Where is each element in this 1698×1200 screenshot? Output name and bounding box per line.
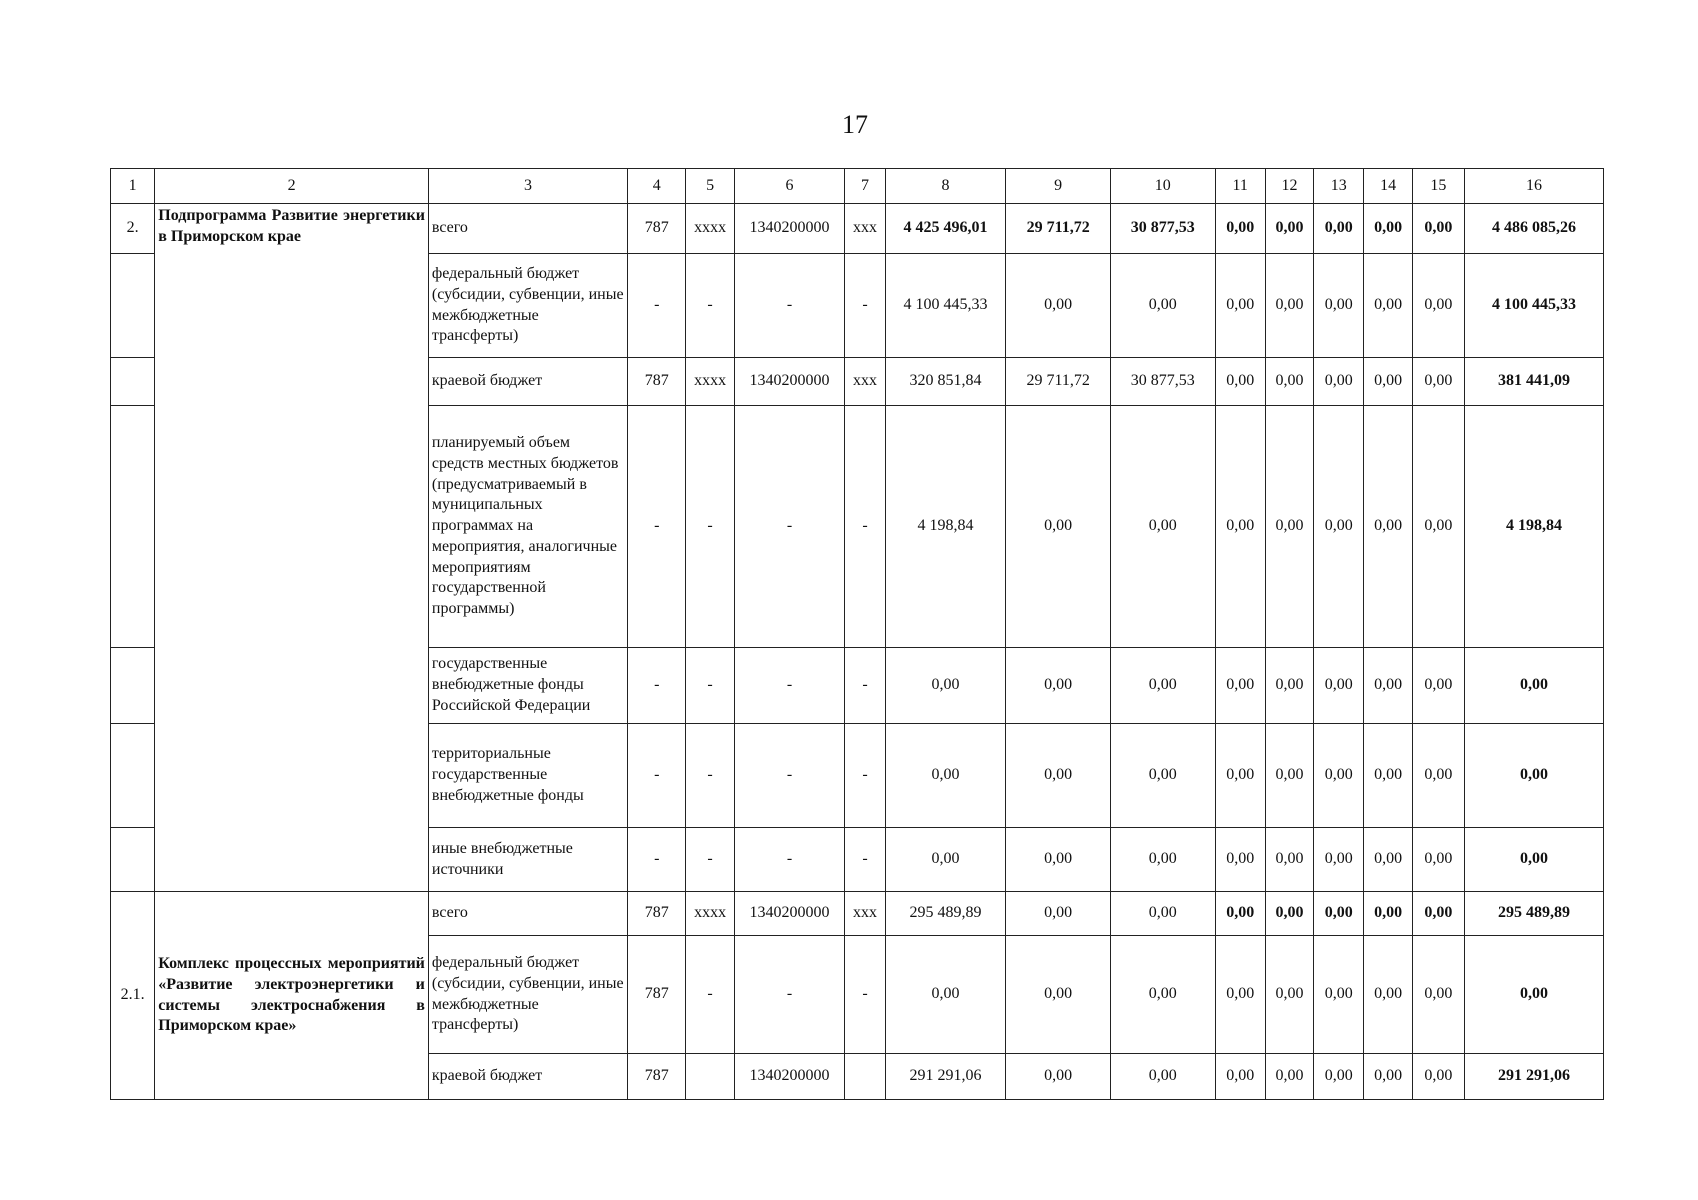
header-cell: 3: [428, 169, 627, 204]
row-index-empty: [111, 406, 155, 648]
value-cell-col-10: 30 877,53: [1110, 358, 1215, 406]
header-row: [111, 169, 1604, 204]
value-cell-col-7: [845, 1054, 885, 1100]
value-cell-col-9: 0,00: [1006, 1054, 1111, 1100]
value-cell-col-6: -: [734, 724, 845, 828]
value-cell-col-6: 1340200000: [734, 358, 845, 406]
value-cell-col-12: 0,00: [1265, 828, 1313, 892]
value-cell-col-13: 0,00: [1314, 892, 1364, 936]
value-cell-col-9: 29 711,72: [1006, 204, 1111, 254]
value-cell-col-6: 1340200000: [734, 204, 845, 254]
value-cell-col-15: 0,00: [1412, 406, 1464, 648]
value-cell-col-10: 0,00: [1110, 724, 1215, 828]
header-cell: 6: [734, 169, 845, 204]
value-cell-col-5: [686, 1054, 734, 1100]
value-cell-col-5: -: [686, 828, 734, 892]
page-number: 17: [842, 110, 868, 139]
value-cell-col-7: xxx: [845, 204, 885, 254]
value-cell-col-5: xxxx: [686, 892, 734, 936]
value-cell-col-11: 0,00: [1215, 406, 1265, 648]
funding-source: краевой бюджет: [428, 1054, 627, 1100]
value-cell-col-12: 0,00: [1265, 936, 1313, 1054]
value-cell-col-6: 1340200000: [734, 892, 845, 936]
value-cell-col-10: 0,00: [1110, 1054, 1215, 1100]
funding-source: краевой бюджет: [428, 358, 627, 406]
value-cell-col-13: 0,00: [1314, 358, 1364, 406]
value-cell-col-13: 0,00: [1314, 1054, 1364, 1100]
value-cell-col-16: 381 441,09: [1465, 358, 1604, 406]
header-cell: 8: [885, 169, 1006, 204]
value-cell-col-5: -: [686, 648, 734, 724]
value-cell-col-10: 30 877,53: [1110, 204, 1215, 254]
value-cell-col-16: 4 100 445,33: [1465, 254, 1604, 358]
value-cell-col-5: -: [686, 936, 734, 1054]
header-cell: 1: [111, 169, 155, 204]
funding-source: территориальные государственные внебюджетные фонды: [428, 724, 627, 828]
funding-source: государственные внебюджетные фонды Российской Федерации: [428, 648, 627, 724]
value-cell-col-5: xxxx: [686, 204, 734, 254]
value-cell-col-4: 787: [628, 204, 686, 254]
value-cell-col-15: 0,00: [1412, 648, 1464, 724]
value-cell-col-11: 0,00: [1215, 204, 1265, 254]
value-cell-col-14: 0,00: [1364, 892, 1412, 936]
row-index-empty: [111, 828, 155, 892]
value-cell-col-15: 0,00: [1412, 936, 1464, 1054]
value-cell-col-14: 0,00: [1364, 724, 1412, 828]
funding-source: федеральный бюджет (субсидии, субвенции, иные межбюджетные трансферты): [428, 254, 627, 358]
value-cell-col-14: 0,00: [1364, 358, 1412, 406]
value-cell-col-7: -: [845, 936, 885, 1054]
value-cell-col-13: 0,00: [1314, 936, 1364, 1054]
value-cell-col-8: 295 489,89: [885, 892, 1006, 936]
row-index-empty: [111, 254, 155, 358]
value-cell-col-14: 0,00: [1364, 1054, 1412, 1100]
value-cell-col-6: -: [734, 936, 845, 1054]
value-cell-col-16: 291 291,06: [1465, 1054, 1604, 1100]
funding-source: всего: [428, 204, 627, 254]
row-index: 2.1.: [111, 892, 155, 1100]
value-cell-col-7: -: [845, 406, 885, 648]
value-cell-col-16: 4 486 085,26: [1465, 204, 1604, 254]
value-cell-col-6: -: [734, 648, 845, 724]
funding-source: федеральный бюджет (субсидии, субвенции, иные межбюджетные трансферты): [428, 936, 627, 1054]
value-cell-col-6: 1340200000: [734, 1054, 845, 1100]
value-cell-col-9: 0,00: [1006, 724, 1111, 828]
header-cell: 14: [1364, 169, 1412, 204]
value-cell-col-15: 0,00: [1412, 1054, 1464, 1100]
value-cell-col-4: -: [628, 828, 686, 892]
value-cell-col-15: 0,00: [1412, 724, 1464, 828]
row-index-empty: [111, 648, 155, 724]
value-cell-col-14: 0,00: [1364, 254, 1412, 358]
value-cell-col-11: 0,00: [1215, 892, 1265, 936]
value-cell-col-9: 0,00: [1006, 254, 1111, 358]
value-cell-col-13: 0,00: [1314, 828, 1364, 892]
value-cell-col-11: 0,00: [1215, 1054, 1265, 1100]
value-cell-col-14: 0,00: [1364, 936, 1412, 1054]
value-cell-col-16: 295 489,89: [1465, 892, 1604, 936]
funding-source: всего: [428, 892, 627, 936]
value-cell-col-9: 0,00: [1006, 936, 1111, 1054]
value-cell-col-4: -: [628, 406, 686, 648]
value-cell-col-6: -: [734, 406, 845, 648]
funding-source: планируемый объем средств местных бюджетов (предусматриваемый в муниципальных программах на мероприятия, аналогичные мероприятиям государственной программы): [428, 406, 627, 648]
value-cell-col-15: 0,00: [1412, 358, 1464, 406]
header-cell: 4: [628, 169, 686, 204]
value-cell-col-8: 320 851,84: [885, 358, 1006, 406]
value-cell-col-5: -: [686, 724, 734, 828]
value-cell-col-4: 787: [628, 892, 686, 936]
value-cell-col-11: 0,00: [1215, 936, 1265, 1054]
value-cell-col-7: -: [845, 724, 885, 828]
value-cell-col-12: 0,00: [1265, 406, 1313, 648]
value-cell-col-4: 787: [628, 358, 686, 406]
value-cell-col-15: 0,00: [1412, 892, 1464, 936]
value-cell-col-4: -: [628, 254, 686, 358]
value-cell-col-12: 0,00: [1265, 358, 1313, 406]
value-cell-col-5: -: [686, 254, 734, 358]
value-cell-col-8: 0,00: [885, 936, 1006, 1054]
row-index-empty: [111, 358, 155, 406]
value-cell-col-12: 0,00: [1265, 1054, 1313, 1100]
value-cell-col-11: 0,00: [1215, 648, 1265, 724]
program-name: Подпрограмма Развитие энергетики в Приморском крае: [155, 204, 429, 892]
value-cell-col-6: -: [734, 828, 845, 892]
value-cell-col-15: 0,00: [1412, 204, 1464, 254]
value-cell-col-12: 0,00: [1265, 892, 1313, 936]
value-cell-col-8: 4 425 496,01: [885, 204, 1006, 254]
header-cell: 15: [1412, 169, 1464, 204]
header-cell: 13: [1314, 169, 1364, 204]
budget-table: [110, 168, 1604, 1100]
value-cell-col-7: -: [845, 648, 885, 724]
header-cell: 7: [845, 169, 885, 204]
header-cell: 12: [1265, 169, 1313, 204]
value-cell-col-11: 0,00: [1215, 254, 1265, 358]
value-cell-col-11: 0,00: [1215, 828, 1265, 892]
value-cell-col-7: -: [845, 254, 885, 358]
value-cell-col-9: 29 711,72: [1006, 358, 1111, 406]
value-cell-col-9: 0,00: [1006, 892, 1111, 936]
value-cell-col-8: 0,00: [885, 648, 1006, 724]
table-row: [111, 892, 1604, 936]
value-cell-col-4: 787: [628, 1054, 686, 1100]
value-cell-col-12: 0,00: [1265, 204, 1313, 254]
value-cell-col-10: 0,00: [1110, 254, 1215, 358]
value-cell-col-7: xxx: [845, 892, 885, 936]
value-cell-col-8: 4 198,84: [885, 406, 1006, 648]
value-cell-col-13: 0,00: [1314, 254, 1364, 358]
value-cell-col-7: xxx: [845, 358, 885, 406]
value-cell-col-16: 0,00: [1465, 724, 1604, 828]
row-index-empty: [111, 724, 155, 828]
header-cell: 2: [155, 169, 429, 204]
header-cell: 10: [1110, 169, 1215, 204]
value-cell-col-13: 0,00: [1314, 648, 1364, 724]
value-cell-col-13: 0,00: [1314, 406, 1364, 648]
value-cell-col-13: 0,00: [1314, 724, 1364, 828]
value-cell-col-11: 0,00: [1215, 724, 1265, 828]
value-cell-col-9: 0,00: [1006, 828, 1111, 892]
value-cell-col-8: 291 291,06: [885, 1054, 1006, 1100]
value-cell-col-16: 0,00: [1465, 648, 1604, 724]
value-cell-col-9: 0,00: [1006, 648, 1111, 724]
value-cell-col-6: -: [734, 254, 845, 358]
value-cell-col-8: 4 100 445,33: [885, 254, 1006, 358]
value-cell-col-14: 0,00: [1364, 648, 1412, 724]
value-cell-col-16: 4 198,84: [1465, 406, 1604, 648]
value-cell-col-10: 0,00: [1110, 892, 1215, 936]
value-cell-col-5: xxxx: [686, 358, 734, 406]
value-cell-col-14: 0,00: [1364, 204, 1412, 254]
value-cell-col-15: 0,00: [1412, 828, 1464, 892]
value-cell-col-13: 0,00: [1314, 204, 1364, 254]
value-cell-col-12: 0,00: [1265, 648, 1313, 724]
value-cell-col-11: 0,00: [1215, 358, 1265, 406]
value-cell-col-12: 0,00: [1265, 254, 1313, 358]
value-cell-col-10: 0,00: [1110, 936, 1215, 1054]
header-cell: 9: [1006, 169, 1111, 204]
value-cell-col-4: -: [628, 648, 686, 724]
row-index: 2.: [111, 204, 155, 254]
value-cell-col-14: 0,00: [1364, 828, 1412, 892]
value-cell-col-10: 0,00: [1110, 406, 1215, 648]
activity-name: Комплекс процессных мероприятий «Развитие электроэнергетики и системы электроснабжения в Приморском крае»: [155, 892, 429, 1100]
funding-source: иные внебюджетные источники: [428, 828, 627, 892]
value-cell-col-4: -: [628, 724, 686, 828]
header-cell: 5: [686, 169, 734, 204]
header-cell: 16: [1465, 169, 1604, 204]
value-cell-col-10: 0,00: [1110, 828, 1215, 892]
value-cell-col-8: 0,00: [885, 828, 1006, 892]
value-cell-col-7: -: [845, 828, 885, 892]
header-cell: 11: [1215, 169, 1265, 204]
table-row: [111, 204, 1604, 254]
value-cell-col-8: 0,00: [885, 724, 1006, 828]
value-cell-col-16: 0,00: [1465, 828, 1604, 892]
value-cell-col-10: 0,00: [1110, 648, 1215, 724]
value-cell-col-5: -: [686, 406, 734, 648]
value-cell-col-9: 0,00: [1006, 406, 1111, 648]
value-cell-col-15: 0,00: [1412, 254, 1464, 358]
value-cell-col-14: 0,00: [1364, 406, 1412, 648]
value-cell-col-12: 0,00: [1265, 724, 1313, 828]
value-cell-col-16: 0,00: [1465, 936, 1604, 1054]
value-cell-col-4: 787: [628, 936, 686, 1054]
